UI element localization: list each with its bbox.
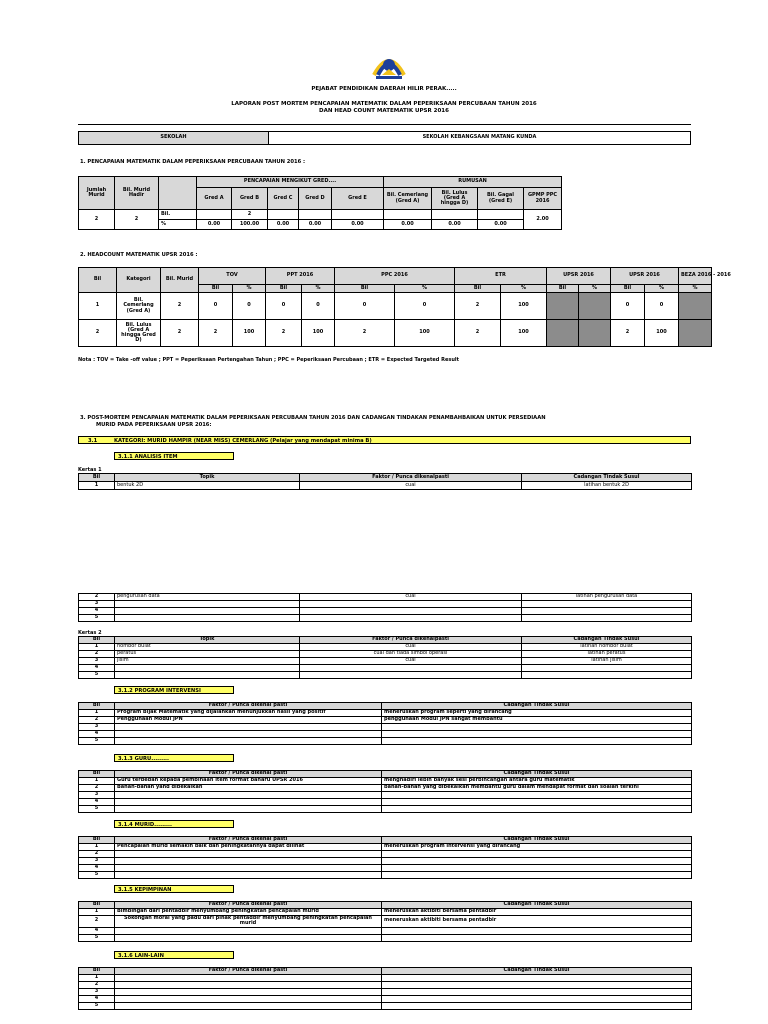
headcount-table	[78, 267, 731, 347]
table-row	[79, 989, 692, 996]
cell: 0	[611, 293, 645, 320]
subsection-label: 3.1.4 MURID.........	[114, 820, 234, 828]
grade-d-header: Gred D	[299, 188, 332, 210]
faktor-cell	[115, 989, 382, 996]
section-1-title: 1. PENCAPAIAN MATEMATIK DALAM PEPERIKSAAN PERCUBAAN TAHUN 2016 :	[80, 159, 306, 165]
cadangan-cell	[382, 792, 692, 799]
cadangan-header: Cadangan Tindak Susul	[522, 474, 692, 482]
subsection-table	[78, 901, 692, 942]
sub-bil-header: Bil	[335, 285, 395, 293]
kertas-1-header-table	[78, 473, 692, 490]
row-no: 1	[79, 293, 117, 320]
subsection-label: 3.1.6 LAIN-LAIN	[114, 951, 234, 959]
topik-cell	[115, 601, 300, 608]
faktor-cell: Penggunaan Modul JPN	[115, 717, 382, 724]
cell: 0.00	[268, 220, 299, 230]
table-row	[79, 799, 692, 806]
jumlah-murid-header: Jumlah Murid	[79, 177, 115, 210]
topik-cell: jisim	[115, 658, 300, 665]
faktor-cell	[115, 738, 382, 745]
row-no: 2	[79, 320, 117, 347]
cell	[478, 210, 524, 220]
cell: 2	[455, 320, 501, 347]
row-no: 5	[79, 615, 115, 622]
faktor-cell	[115, 996, 382, 1003]
table-row	[79, 724, 692, 731]
sub-bil-header: Bil	[547, 285, 579, 293]
bil-hadir-header: Bil. Murid Hadir	[115, 177, 159, 210]
cadangan-cell	[382, 1003, 692, 1010]
cadangan-cell	[382, 858, 692, 865]
cadangan-cell	[522, 665, 692, 672]
row-no: 2	[79, 651, 115, 658]
cell: 0	[233, 293, 266, 320]
sub-pct-header: %	[233, 285, 266, 293]
sub-pct-header: %	[679, 285, 712, 293]
table-row	[79, 717, 692, 724]
table-row	[79, 482, 692, 490]
kategori-cell: Bil. Lulus (Gred A hingga Gred D)	[117, 320, 161, 347]
bil-header: Bil	[79, 902, 115, 909]
bil-header: Bil	[79, 771, 115, 778]
table-row	[79, 975, 692, 982]
faktor-cell	[115, 792, 382, 799]
cadangan-cell	[382, 806, 692, 813]
cadangan-cell: bahan-bahan yang dibekalkan membantu guru dalam mendapat format dan soalan terkini	[382, 785, 692, 792]
cadangan-cell: latihan pengurusan data	[522, 594, 692, 601]
row-no: 5	[79, 1003, 115, 1010]
cell: 0	[302, 293, 335, 320]
etr-header: ETR	[455, 268, 547, 285]
faktor-cell	[115, 872, 382, 879]
cell	[432, 210, 478, 220]
category-no: 3.1	[88, 438, 98, 444]
cell: 0.00	[384, 220, 432, 230]
abbreviation-note: Nota : TOV = Take -off value ; PPT = Peperiksaan Pertengahan Tahun ; PPC = Peperiksaan Percubaan ; ETR = Expected Targeted Result	[78, 357, 460, 363]
cadangan-cell: penggunaan Modul JPN sangat membantu	[382, 717, 692, 724]
faktor-cell: Sokongan moral yang padu dari pihak pentadbir menyumbang peningkatan pencapaian murid	[115, 916, 382, 928]
hadir-value: 2	[115, 210, 159, 230]
cadangan-cell: latihan jisim	[522, 658, 692, 665]
cadangan-cell: meneruskan aktibiti bersama pentadbir	[382, 909, 692, 916]
row-no: 3	[79, 724, 115, 731]
cell: 100	[395, 320, 455, 347]
grade-a-header: Gred A	[197, 188, 232, 210]
ppt-header: PPT 2016	[266, 268, 335, 285]
tov-header: TOV	[199, 268, 266, 285]
cadangan-cell: meneruskan program seperti yang dirancang	[382, 710, 692, 717]
shaded-cell	[579, 293, 611, 320]
cadangan-cell	[382, 872, 692, 879]
faktor-cell	[300, 608, 522, 615]
bil-header: Bil	[79, 268, 117, 293]
school-label: SEKOLAH	[79, 132, 269, 145]
faktor-cell: Program Bijak Matematik yang dijalankan menunjukkan hasil yang positif	[115, 710, 382, 717]
report-subtitle: DAN HEAD COUNT MATEMATIK UPSR 2016	[319, 108, 449, 114]
row-no: 1	[79, 482, 115, 490]
gpmp-value: 2.00	[524, 210, 562, 230]
cell: 0.00	[432, 220, 478, 230]
cell: 100.00	[232, 220, 268, 230]
murid-cell: 2	[161, 320, 199, 347]
achievement-table	[78, 176, 562, 230]
bil-header: Bil	[79, 968, 115, 975]
bil-header: Bil	[79, 703, 115, 710]
faktor-cell: cuai	[300, 658, 522, 665]
cell: 0	[266, 293, 302, 320]
row-no: 2	[79, 717, 115, 724]
cell	[332, 210, 384, 220]
table-row	[79, 665, 692, 672]
row-no: 4	[79, 996, 115, 1003]
topik-cell: pengurusan data	[115, 594, 300, 601]
row-pct-label: %	[159, 220, 197, 230]
cadangan-header: Cadangan Tindak Susul	[522, 637, 692, 644]
shaded-cell	[679, 320, 712, 347]
cadangan-cell: latihan nombor bulat	[522, 644, 692, 651]
cadangan-cell	[522, 672, 692, 679]
row-no: 3	[79, 858, 115, 865]
table-row	[79, 731, 692, 738]
cadangan-cell	[382, 799, 692, 806]
faktor-cell	[115, 724, 382, 731]
subsection-label: 3.1.2 PROGRAM INTERVENSI	[114, 686, 234, 694]
bil-header: Bil	[79, 474, 115, 482]
cell	[197, 210, 232, 220]
row-no: 1	[79, 644, 115, 651]
cell: 0.00	[332, 220, 384, 230]
sub-bil-header: Bil	[611, 285, 645, 293]
kertas-2-label: Kertas 2	[78, 630, 102, 636]
shaded-cell	[547, 293, 579, 320]
cadangan-cell	[382, 982, 692, 989]
cadangan-cell	[382, 927, 692, 934]
topik-header: Topik	[115, 474, 300, 482]
cadangan-cell	[382, 865, 692, 872]
cadangan-cell	[522, 608, 692, 615]
row-no: 5	[79, 872, 115, 879]
bil-murid-header: Bil. Murid	[161, 268, 199, 293]
cell: 0.00	[478, 220, 524, 230]
cell: 2	[266, 320, 302, 347]
section-2-title: 2. HEADCOUNT MATEMATIK UPSR 2016 :	[80, 252, 198, 258]
row-no: 5	[79, 934, 115, 941]
beza-header: BEZA 2016 - 2016	[679, 268, 712, 285]
cemerlang-header: Bil. Cemerlang (Gred A)	[384, 188, 432, 210]
faktor-header: Faktor / Punca dikenal pasti	[115, 837, 382, 844]
ppc-header: PPC 2016	[335, 268, 455, 285]
category-bar	[78, 436, 691, 444]
kertas-1-label: Kertas 1	[78, 467, 102, 473]
table-row	[79, 872, 692, 879]
report-title: LAPORAN POST MORTEM PENCAPAIAN MATEMATIK DALAM PEPERIKSAAN PERCUBAAN TAHUN 2016	[231, 101, 537, 107]
kertas-1-rest-table	[78, 593, 692, 622]
sub-bil-header: Bil	[199, 285, 233, 293]
school-name: SEKOLAH KEBANGSAAN MATANG KUNDA	[269, 132, 691, 145]
row-no: 2	[79, 851, 115, 858]
table-row	[79, 851, 692, 858]
row-no: 5	[79, 738, 115, 745]
table-row	[79, 844, 692, 851]
cadangan-cell	[382, 989, 692, 996]
faktor-cell	[115, 799, 382, 806]
cell: 2	[335, 320, 395, 347]
cadangan-cell: meneruskan aktibiti bersama pentadbir	[382, 916, 692, 928]
cell	[268, 210, 299, 220]
row-no: 4	[79, 927, 115, 934]
cell: 2	[232, 210, 268, 220]
table-row	[79, 806, 692, 813]
faktor-cell: cuai	[300, 482, 522, 490]
cell: 100	[645, 320, 679, 347]
sub-pct-header: %	[645, 285, 679, 293]
section-3-title: 3. POST-MORTEM PENCAPAIAN MATEMATIK DALAM PEPERIKSAAN PERCUBAAN TAHUN 2016 DAN CADANGAN TINDAKAN PENAMBAHBAIKAN UNTUK PERSEDIAAN	[80, 415, 546, 421]
table-row	[79, 785, 692, 792]
sub-pct-header: %	[395, 285, 455, 293]
table-row	[79, 792, 692, 799]
faktor-cell	[300, 665, 522, 672]
cell: 2	[199, 320, 233, 347]
table-row	[79, 927, 692, 934]
analisis-item-label: 3.1.1 ANALISIS ITEM	[114, 452, 234, 460]
cadangan-cell: latihan bentuk 2D	[522, 482, 692, 490]
table-row	[79, 293, 712, 320]
faktor-cell	[115, 1003, 382, 1010]
grade-e-header: Gred E	[332, 188, 384, 210]
sub-pct-header: %	[302, 285, 335, 293]
faktor-cell	[115, 982, 382, 989]
lulus-header: Bil. Lulus (Gred A hingga D)	[432, 188, 478, 210]
shaded-cell	[547, 320, 579, 347]
cadangan-cell	[382, 738, 692, 745]
cadangan-cell: menghadiri lebih banyak sesi perbincangan antara guru matematik	[382, 778, 692, 785]
grade-b-header: Gred B	[232, 188, 268, 210]
bil-header: Bil	[79, 837, 115, 844]
category-label: KATEGORI: MURID HAMPIR (NEAR MISS) CEMERLANG (Pelajar yang mendapat minima B)	[114, 438, 372, 444]
faktor-cell: cuai	[300, 644, 522, 651]
row-no: 1	[79, 844, 115, 851]
cell: 0.00	[299, 220, 332, 230]
cell	[384, 210, 432, 220]
office-name: PEJABAT PENDIDIKAN DAERAH HILIR PERAK.....	[311, 86, 457, 92]
faktor-header: Faktor / Punca dikenal pasti	[115, 968, 382, 975]
faktor-header: Faktor / Punca dikenal pasti	[115, 703, 382, 710]
cell: 0.00	[197, 220, 232, 230]
kategori-header: Kategori	[117, 268, 161, 293]
faktor-cell: Pencapaian murid semakin baik dan peningkatannya dapat dilihat	[115, 844, 382, 851]
topik-cell	[115, 615, 300, 622]
cell: 0	[199, 293, 233, 320]
subsection-table	[78, 836, 692, 879]
cadangan-cell	[382, 851, 692, 858]
faktor-cell: cuai	[300, 594, 522, 601]
row-no: 4	[79, 608, 115, 615]
table-row	[79, 865, 692, 872]
row-bil-label: Bil.	[159, 210, 197, 220]
cadangan-cell	[522, 601, 692, 608]
cell: 100	[302, 320, 335, 347]
row-no: 1	[79, 710, 115, 717]
gpmp-header: GPMP PPC 2016	[524, 188, 562, 210]
table-row	[79, 738, 692, 745]
subsection-table	[78, 770, 692, 813]
subsection-table	[78, 702, 692, 745]
faktor-cell	[115, 858, 382, 865]
upsr-header: UPSR 2016	[547, 268, 611, 285]
cadangan-cell	[382, 975, 692, 982]
table-row	[79, 320, 712, 347]
faktor-cell	[115, 806, 382, 813]
table-row	[79, 996, 692, 1003]
subsection-label: 3.1.5 KEPIMPINAN	[114, 885, 234, 893]
row-no: 1	[79, 778, 115, 785]
bil-header: Bil	[79, 637, 115, 644]
faktor-cell	[115, 927, 382, 934]
topik-cell	[115, 665, 300, 672]
faktor-cell	[300, 672, 522, 679]
row-no: 1	[79, 909, 115, 916]
faktor-header: Faktor / Punca dikenal pasti	[115, 771, 382, 778]
table-row	[79, 601, 692, 608]
cadangan-cell	[382, 724, 692, 731]
row-no: 2	[79, 785, 115, 792]
cadangan-cell	[382, 731, 692, 738]
row-no: 5	[79, 672, 115, 679]
cadangan-header: Cadangan Tindak Susul	[382, 902, 692, 909]
rumusan-header: RUMUSAN	[384, 177, 562, 188]
cadangan-cell	[382, 934, 692, 941]
topik-cell: bentuk 2D	[115, 482, 300, 490]
cell: 2	[611, 320, 645, 347]
topik-header: Topik	[115, 637, 300, 644]
row-no: 4	[79, 865, 115, 872]
cell: 0	[335, 293, 395, 320]
shaded-cell	[679, 293, 712, 320]
cell: 2	[455, 293, 501, 320]
murid-cell: 2	[161, 293, 199, 320]
sub-pct-header: %	[501, 285, 547, 293]
faktor-cell	[115, 851, 382, 858]
cell: 100	[501, 293, 547, 320]
row-no: 3	[79, 792, 115, 799]
row-no: 2	[79, 916, 115, 928]
subsection-label: 3.1.3 GURU.........	[114, 754, 234, 762]
school-table	[78, 131, 691, 145]
table-row	[79, 658, 692, 665]
cadangan-cell	[382, 996, 692, 1003]
topik-cell	[115, 608, 300, 615]
cadangan-header: Cadangan Tindak Susul	[382, 771, 692, 778]
jumlah-value: 2	[79, 210, 115, 230]
cadangan-header: Cadangan Tindak Susul	[382, 837, 692, 844]
cell: 100	[501, 320, 547, 347]
row-no: 1	[79, 975, 115, 982]
cadangan-cell: meneruskan program intervensi yang dirancang	[382, 844, 692, 851]
faktor-header: Faktor / Punca dikenalpasti	[300, 474, 522, 482]
cadangan-cell: latihan peratus	[522, 651, 692, 658]
table-row	[79, 916, 692, 928]
topik-cell	[115, 672, 300, 679]
row-no: 2	[79, 594, 115, 601]
faktor-cell: Bahan-bahan yand dibekalkan	[115, 785, 382, 792]
row-no: 3	[79, 989, 115, 996]
faktor-cell	[115, 731, 382, 738]
faktor-cell	[300, 601, 522, 608]
kategori-cell: Bil. Cemerlang (Gred A)	[117, 293, 161, 320]
table-row	[79, 1003, 692, 1010]
table-row	[79, 982, 692, 989]
faktor-cell: Guru terdedah kepada pembinaan item format baharu UPSR 2016	[115, 778, 382, 785]
section-3-title-cont: MURID PADA PEPERIKSAAN UPSR 2016:	[96, 422, 212, 428]
cell: 100	[233, 320, 266, 347]
ministry-logo	[368, 49, 410, 81]
row-no: 5	[79, 806, 115, 813]
subsection-table	[78, 967, 692, 1010]
cell	[299, 210, 332, 220]
sub-pct-header: %	[579, 285, 611, 293]
cadangan-header: Cadangan Tindak Susul	[382, 703, 692, 710]
row-no: 3	[79, 658, 115, 665]
kertas-2-table	[78, 636, 692, 679]
table-row	[79, 608, 692, 615]
sub-bil-header: Bil	[455, 285, 501, 293]
table-row	[79, 615, 692, 622]
row-no: 4	[79, 731, 115, 738]
faktor-cell	[115, 975, 382, 982]
cadangan-cell	[522, 615, 692, 622]
faktor-cell: cuai dan tiada simbol operasi	[300, 651, 522, 658]
cadangan-header: Cadangan Tindak Susul	[382, 968, 692, 975]
faktor-cell	[300, 615, 522, 622]
sub-bil-header: Bil	[266, 285, 302, 293]
row-no: 4	[79, 799, 115, 806]
grade-c-header: Gred C	[268, 188, 299, 210]
cell: 0	[645, 293, 679, 320]
faktor-cell	[115, 865, 382, 872]
pencapaian-header: PENCAPAIAN MENGIKUT GRED....	[197, 177, 384, 188]
faktor-header: Faktor / Punca dikenalpasti	[300, 637, 522, 644]
row-no: 3	[79, 601, 115, 608]
upsr-header: UPSR 2016	[611, 268, 679, 285]
row-no: 2	[79, 982, 115, 989]
row-no: 4	[79, 665, 115, 672]
topik-cell: nombor bulat	[115, 644, 300, 651]
cell: 0	[395, 293, 455, 320]
topik-cell: peratus	[115, 651, 300, 658]
faktor-cell: Bimbingan dari pentadbir menyumbang peningkatan pencapaian murid	[115, 909, 382, 916]
faktor-cell	[115, 934, 382, 941]
table-row	[79, 672, 692, 679]
table-row	[79, 594, 692, 601]
table-row	[79, 858, 692, 865]
table-row	[79, 934, 692, 941]
header-divider	[78, 124, 691, 125]
gagal-header: Bil. Gagal (Gred E)	[478, 188, 524, 210]
shaded-cell	[579, 320, 611, 347]
faktor-header: Faktor / Punca dikenal pasti	[115, 902, 382, 909]
